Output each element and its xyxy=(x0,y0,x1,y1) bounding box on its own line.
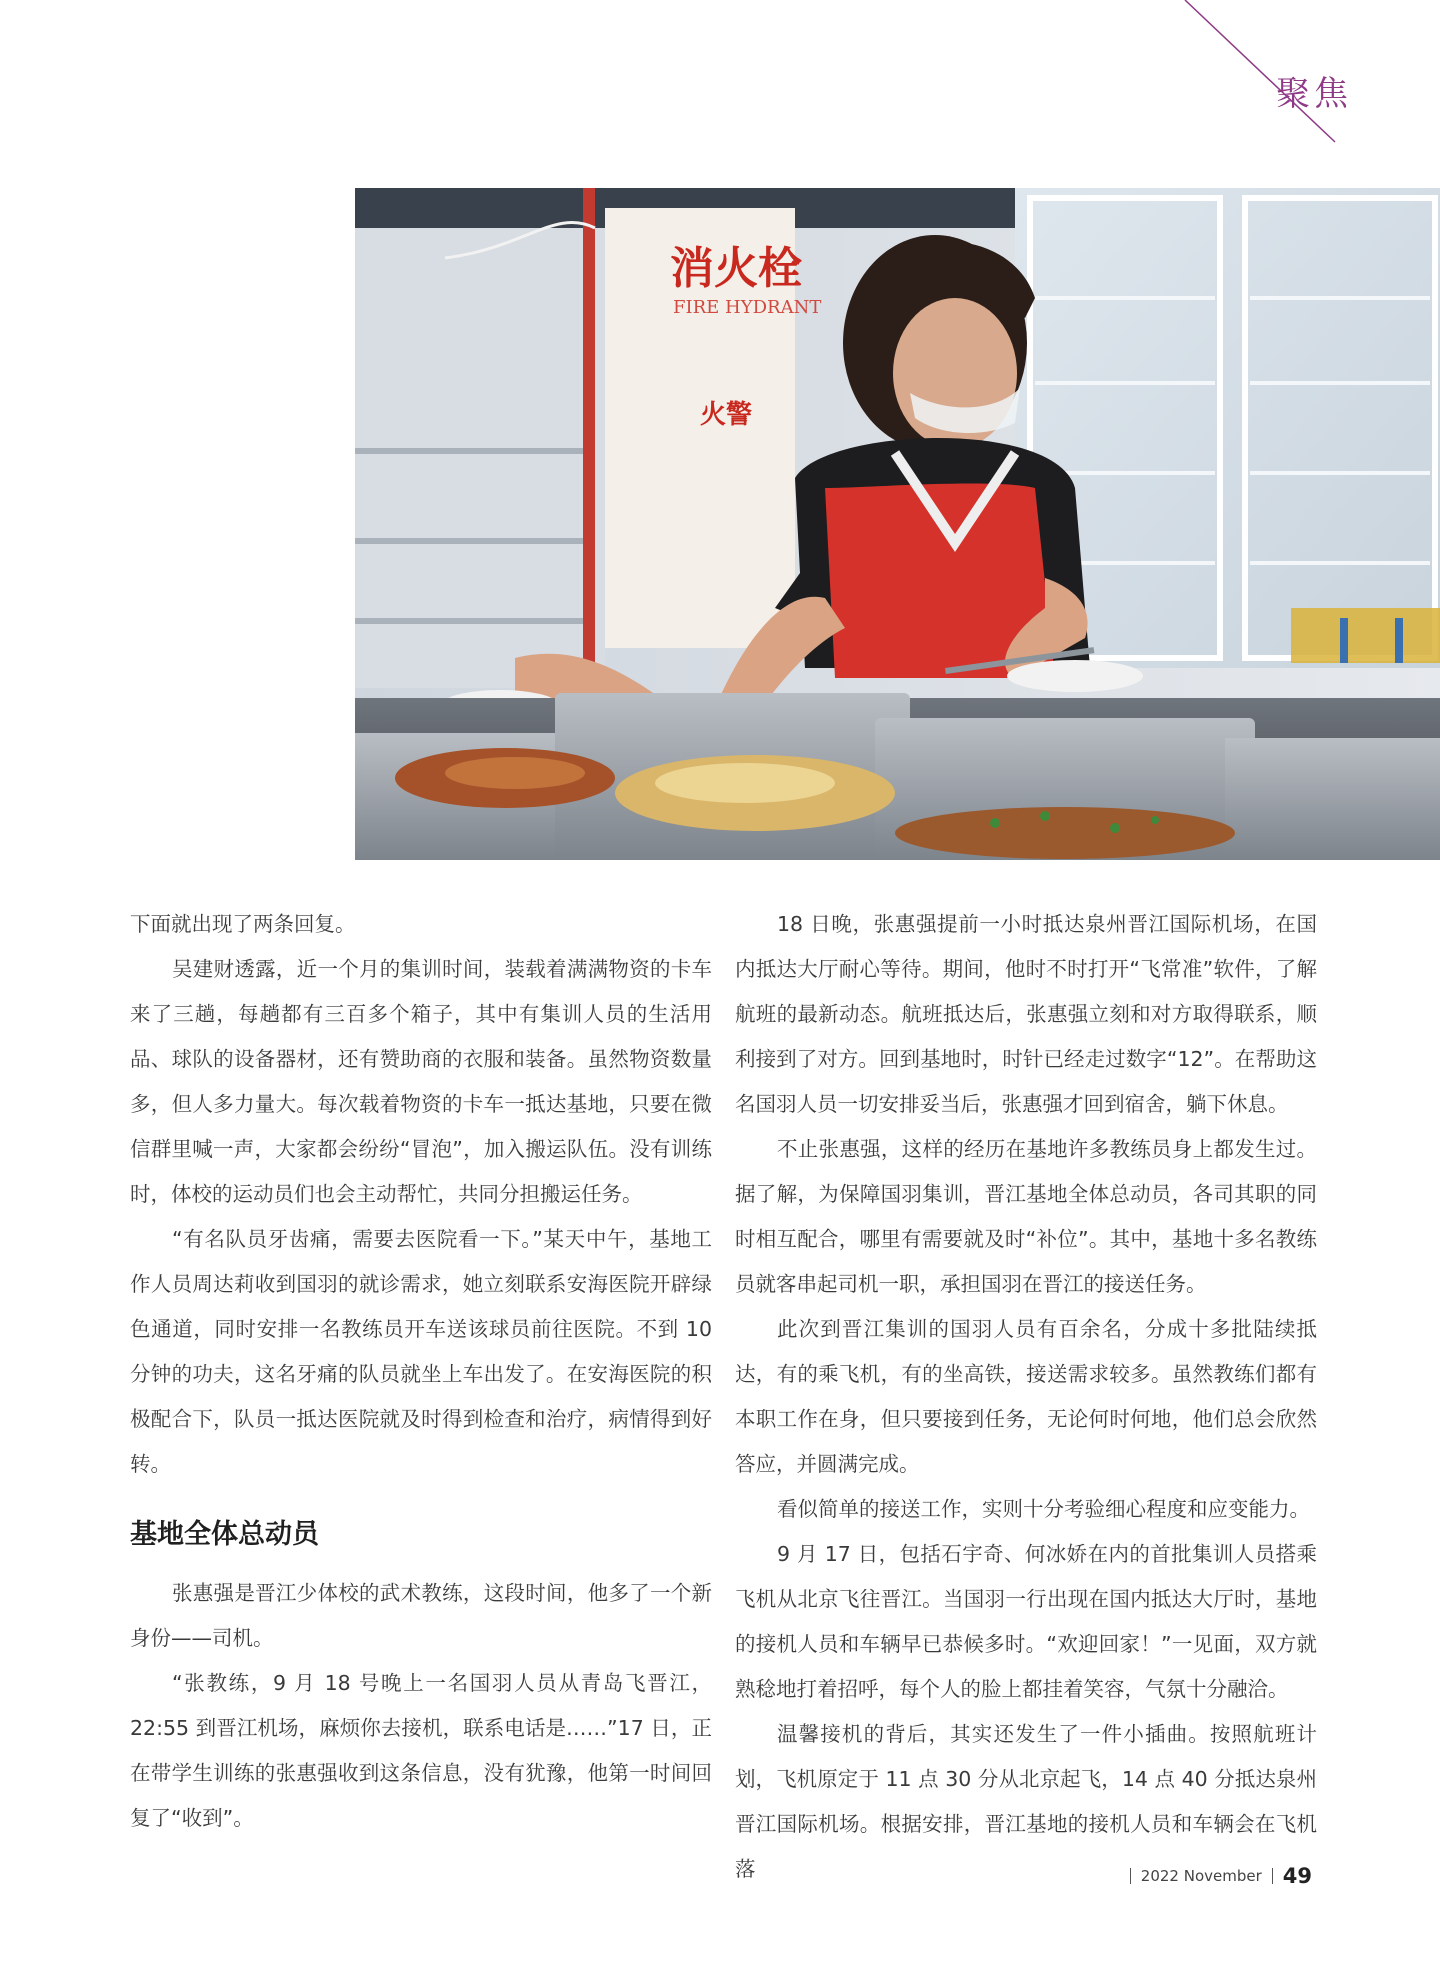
paragraph: 下面就出现了两条回复。 xyxy=(130,912,356,936)
paragraph: “张教练，9 月 18 号晚上一名国羽人员从青岛飞晋江，22:55 到晋江机场，麻烦你去接机，联系电话是……”17 日，正在带学生训练的张惠强收到这条信息，没有犹豫，他第一时间回复了“收到”。 xyxy=(130,1671,712,1830)
right-column xyxy=(735,902,1317,1892)
sign-main-text: 消火栓 xyxy=(670,243,802,294)
footer-divider xyxy=(1272,1868,1273,1884)
paragraph: 看似简单的接送工作，实则十分考验细心程度和应变能力。 xyxy=(777,1497,1310,1521)
cafeteria-photo xyxy=(355,188,1440,860)
issue-date: 2022 November xyxy=(1140,1867,1262,1885)
page-number: 49 xyxy=(1282,1864,1312,1888)
paragraph: “有名队员牙齿痛，需要去医院看一下。”某天中午，基地工作人员周达莉收到国羽的就诊需求，她立刻联系安海医院开辟绿色通道，同时安排一名教练员开车送该球员前往医院。不到 10 分钟的功夫，这名牙痛的队员就坐上车出发了。在安海医院的积极配合下，队员一抵达医院就及时得到检查和治疗，病情得到好转。 xyxy=(130,1227,712,1476)
sign-small-text: 火警 xyxy=(700,400,753,430)
sign-sub-text: FIRE HYDRANT xyxy=(673,297,822,318)
paragraph: 吴建财透露，近一个月的集训时间，装载着满满物资的卡车来了三趟，每趟都有三百多个箱子，其中有集训人员的生活用品、球队的设备器材，还有赞助商的衣服和装备。虽然物资数量多，但人多力量大。每次载着物资的卡车一抵达基地，只要在微信群里喊一声，大家都会纷纷“冒泡”，加入搬运队伍。没有训练时，体校的运动员们也会主动帮忙，共同分担搬运任务。 xyxy=(130,957,712,1206)
paragraph: 此次到晋江集训的国羽人员有百余名，分成十多批陆续抵达，有的乘飞机，有的坐高铁，接送需求较多。虽然教练们都有本职工作在身，但只要接到任务，无论何时何地，他们总会欣然答应，并圆满完成。 xyxy=(735,1317,1317,1476)
page-footer xyxy=(1130,1864,1312,1888)
section-tag: 聚焦 xyxy=(1276,74,1352,114)
paragraph: 不止张惠强，这样的经历在基地许多教练员身上都发生过。据了解，为保障国羽集训，晋江基地全体总动员，各司其职的同时相互配合，哪里有需要就及时“补位”。其中，基地十多名教练员就客串起司机一职，承担国羽在晋江的接送任务。 xyxy=(735,1137,1317,1296)
paragraph: 张惠强是晋江少体校的武术教练，这段时间，他多了一个新身份——司机。 xyxy=(130,1581,712,1650)
paragraph: 温馨接机的背后，其实还发生了一件小插曲。按照航班计划，飞机原定于 11 点 30 分从北京起飞，14 点 40 分抵达泉州晋江国际机场。根据安排，晋江基地的接机人员和车辆会在飞机落 xyxy=(735,1722,1317,1881)
paragraph: 9 月 17 日，包括石宇奇、何冰娇在内的首批集训人员搭乘飞机从北京飞往晋江。当国羽一行出现在国内抵达大厅时，基地的接机人员和车辆早已恭候多时。“欢迎回家！”一见面，双方就熟稔地打着招呼，每个人的脸上都挂着笑容，气氛十分融洽。 xyxy=(735,1542,1317,1701)
footer-divider xyxy=(1130,1868,1131,1884)
section-heading: 基地全体总动员 xyxy=(130,1519,319,1550)
paragraph: 18 日晚，张惠强提前一小时抵达泉州晋江国际机场，在国内抵达大厅耐心等待。期间，他时不时打开“飞常准”软件，了解航班的最新动态。航班抵达后，张惠强立刻和对方取得联系，顺利接到了对方。回到基地时，时针已经走过数字“12”。在帮助这名国羽人员一切安排妥当后，张惠强才回到宿舍，躺下休息。 xyxy=(735,912,1317,1116)
left-column xyxy=(130,902,712,1841)
